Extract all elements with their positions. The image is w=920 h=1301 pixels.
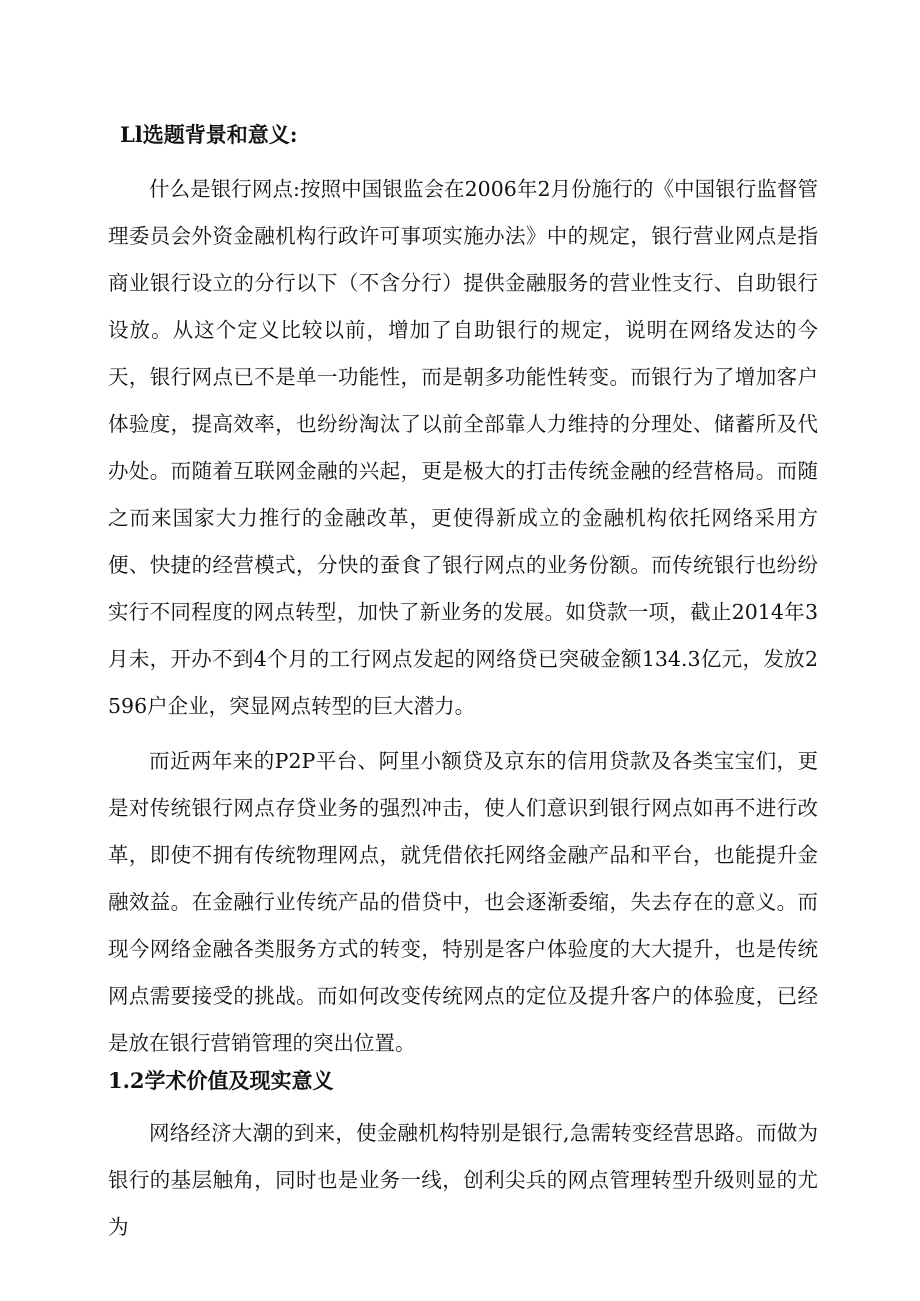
section-heading-1-1: Ll选题背景和意义:: [120, 122, 298, 147]
paragraph-bank-branch-definition: 什么是银行网点:按照中国银监会在2006年2月份施行的《中国银行监督管理委员会外资金融机构行政许可事项实施办法》中的规定，银行营业网点是指商业银行设立的分行以下（不含分行）提供金融服务的营业性支行、自助银行设放。从这个定义比较以前，增加了自助银行的规定，说明在网络发达的今天，银行网点已不是单一功能性，而是朝多功能性转变。而银行为了增加客户体验度，提高效率，也纷纷淘汰了以前全部靠人力维持的分理处、储蓄所及代办处。而随着互联网金融的兴起，更是极大的打击传统金融的经营格局。而随之而来国家大力推行的金融改革，更使得新成立的金融机构依托网络采用方便、快捷的经营模式，分快的蚕食了银行网点的业务份额。而传统银行也纷纷实行不同程度的网点转型，加快了新业务的发展。如贷款一项，截止2014年3月未，开办不到4个月的工行网点发起的网络贷已突破金额134.3亿元，发放2596户企业，突显网点转型的巨大潜力。: [108, 177, 818, 718]
section-heading-1-2: 1.2学术价值及现实意义: [108, 1068, 334, 1093]
paragraph-internet-finance-impact: 而近两年来的P2P平台、阿里小额贷及京东的信用贷款及各类宝宝们，更是对传统银行网点存贷业务的强烈冲击，使人们意识到银行网点如再不进行改革，即使不拥有传统物理网点，就凭借依托网络金融产品和平台，也能提升金融效益。在金融行业传统产品的借贷中，也会逐渐委缩，失去存在的意义。而现今网络金融各类服务方式的转变，特别是客户体验度的大大提升，也是传统网点需要接受的挑战。而如何改变传统网点的定位及提升客户的体验度，已经是放在银行营销管理的突出位置。: [108, 749, 818, 1055]
paragraph-academic-value: 网络经济大潮的到来，使金融机构特别是银行,急需转变经营思路。而做为银行的基层触角，同时也是业务一线，创利尖兵的网点管理转型升级则显的尤为: [108, 1121, 818, 1239]
